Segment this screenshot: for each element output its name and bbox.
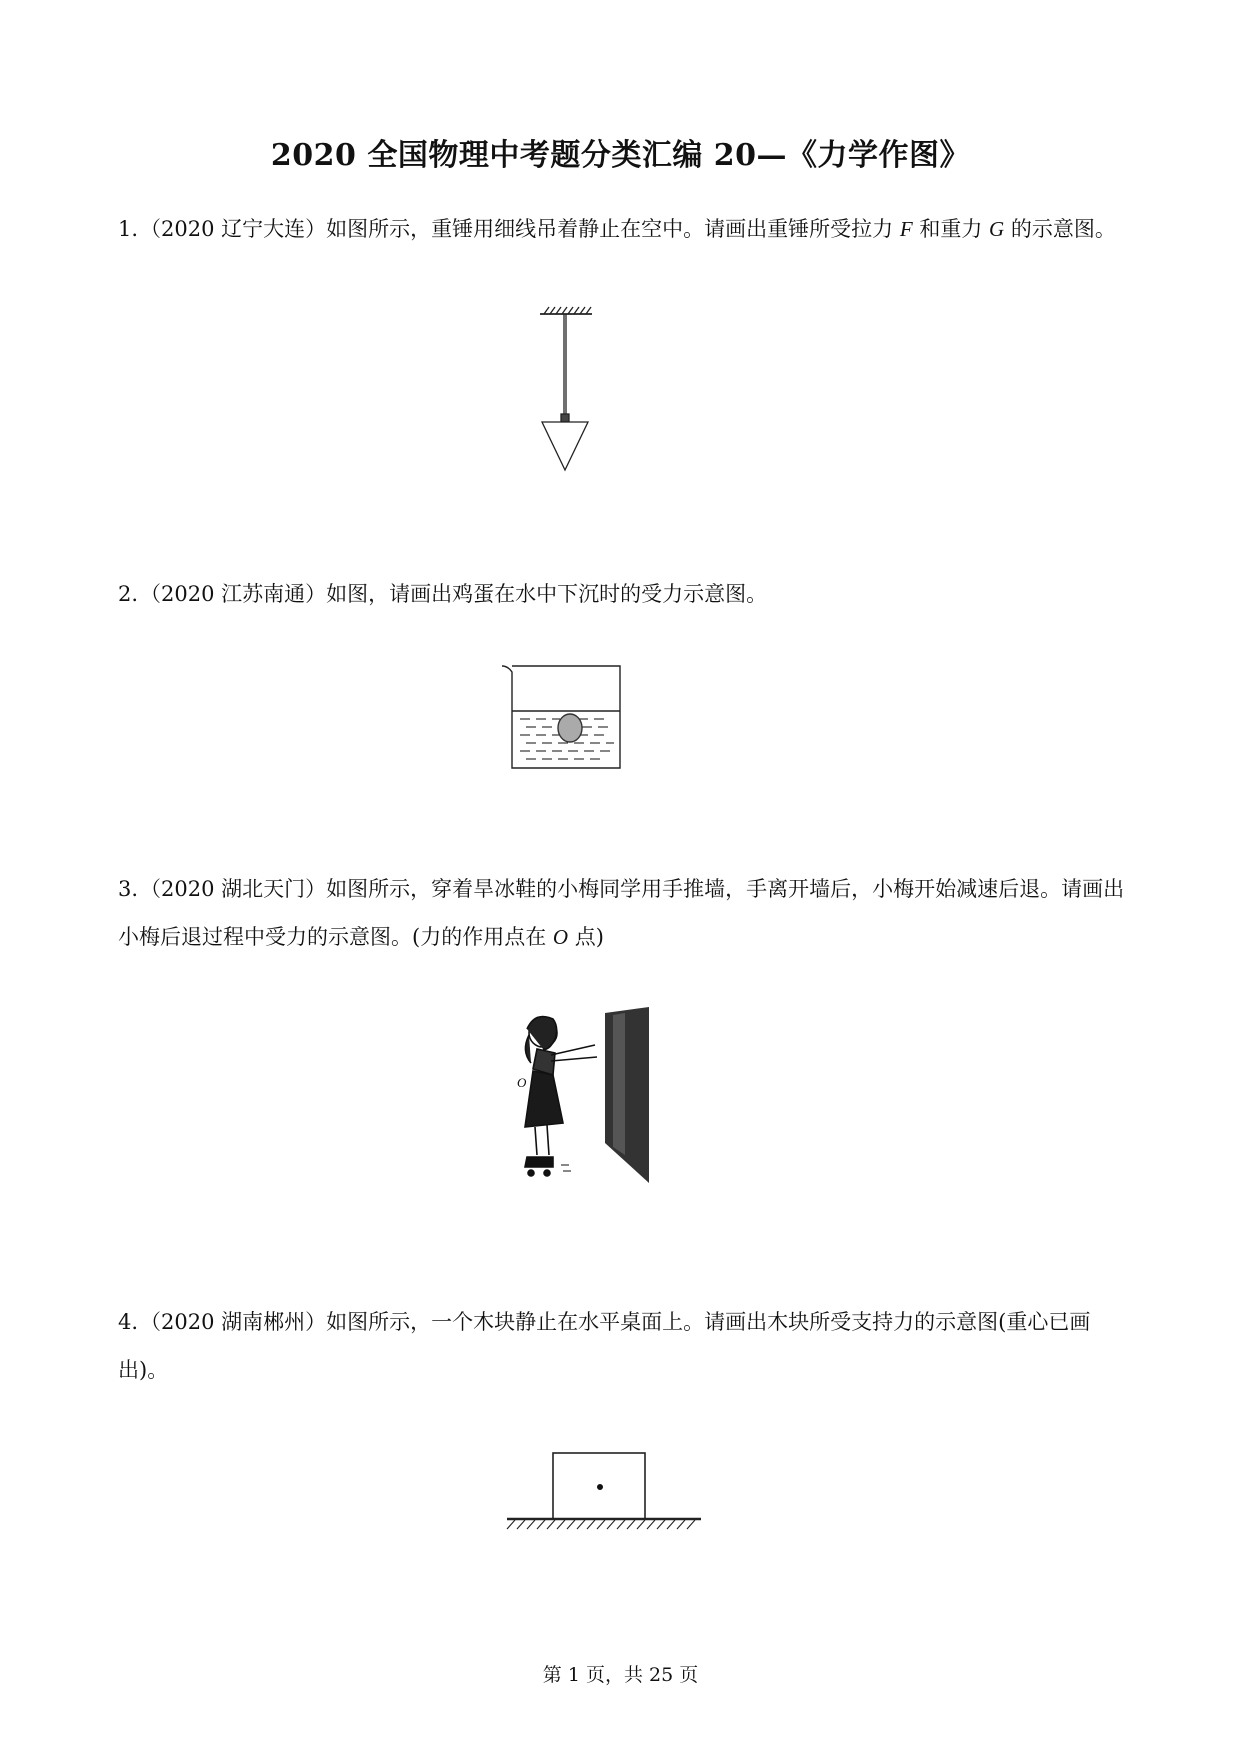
question-3 xyxy=(118,865,1128,961)
question-number: 2. xyxy=(118,582,139,606)
force-variable: F xyxy=(899,217,913,241)
question-text: 如图所示，一个木块静止在水平桌面上。请画出木块所受支持力的示意图(重心已画出)。 xyxy=(118,1310,1091,1382)
question-number: 3. xyxy=(118,877,139,901)
question-number: 1. xyxy=(118,217,139,241)
question-2 xyxy=(118,570,1128,618)
question-number: 4. xyxy=(118,1310,139,1334)
question-source: （2020 江苏南通） xyxy=(140,582,327,606)
girl-pushing-wall-figure xyxy=(505,1005,665,1190)
page-title: 2020 全国物理中考题分类汇编 20—《力学作图》 xyxy=(270,138,971,173)
question-text: 点) xyxy=(568,925,604,949)
question-text: 如图所示，重锤用细线吊着静止在空中。请画出重锤所受拉力 xyxy=(326,217,900,241)
block-on-table-figure xyxy=(505,1445,705,1535)
question-source: （2020 湖南郴州） xyxy=(140,1310,327,1334)
question-source: （2020 湖北天门） xyxy=(140,877,327,901)
question-text: 和重力 xyxy=(912,217,990,241)
point-o-label: O xyxy=(517,1075,527,1090)
question-source: （2020 辽宁大连） xyxy=(140,217,327,241)
question-text: 如图，请画出鸡蛋在水中下沉时的受力示意图。 xyxy=(326,582,768,606)
question-text: 如图所示，穿着旱冰鞋的小梅同学用手推墙，手离开墙后，小梅开始减速后退。请画出小梅后退过程中受力的示意图。(力的作用点在 xyxy=(118,877,1125,949)
beaker-egg-figure xyxy=(500,660,630,775)
force-variable: G xyxy=(989,217,1005,241)
point-variable: O xyxy=(552,925,569,949)
page-footer: 第 1 页，共 25 页 xyxy=(542,1664,699,1686)
question-text: 的示意图。 xyxy=(1004,217,1116,241)
question-4 xyxy=(118,1298,1128,1394)
question-1 xyxy=(118,205,1128,253)
hanging-weight-figure xyxy=(530,300,610,475)
